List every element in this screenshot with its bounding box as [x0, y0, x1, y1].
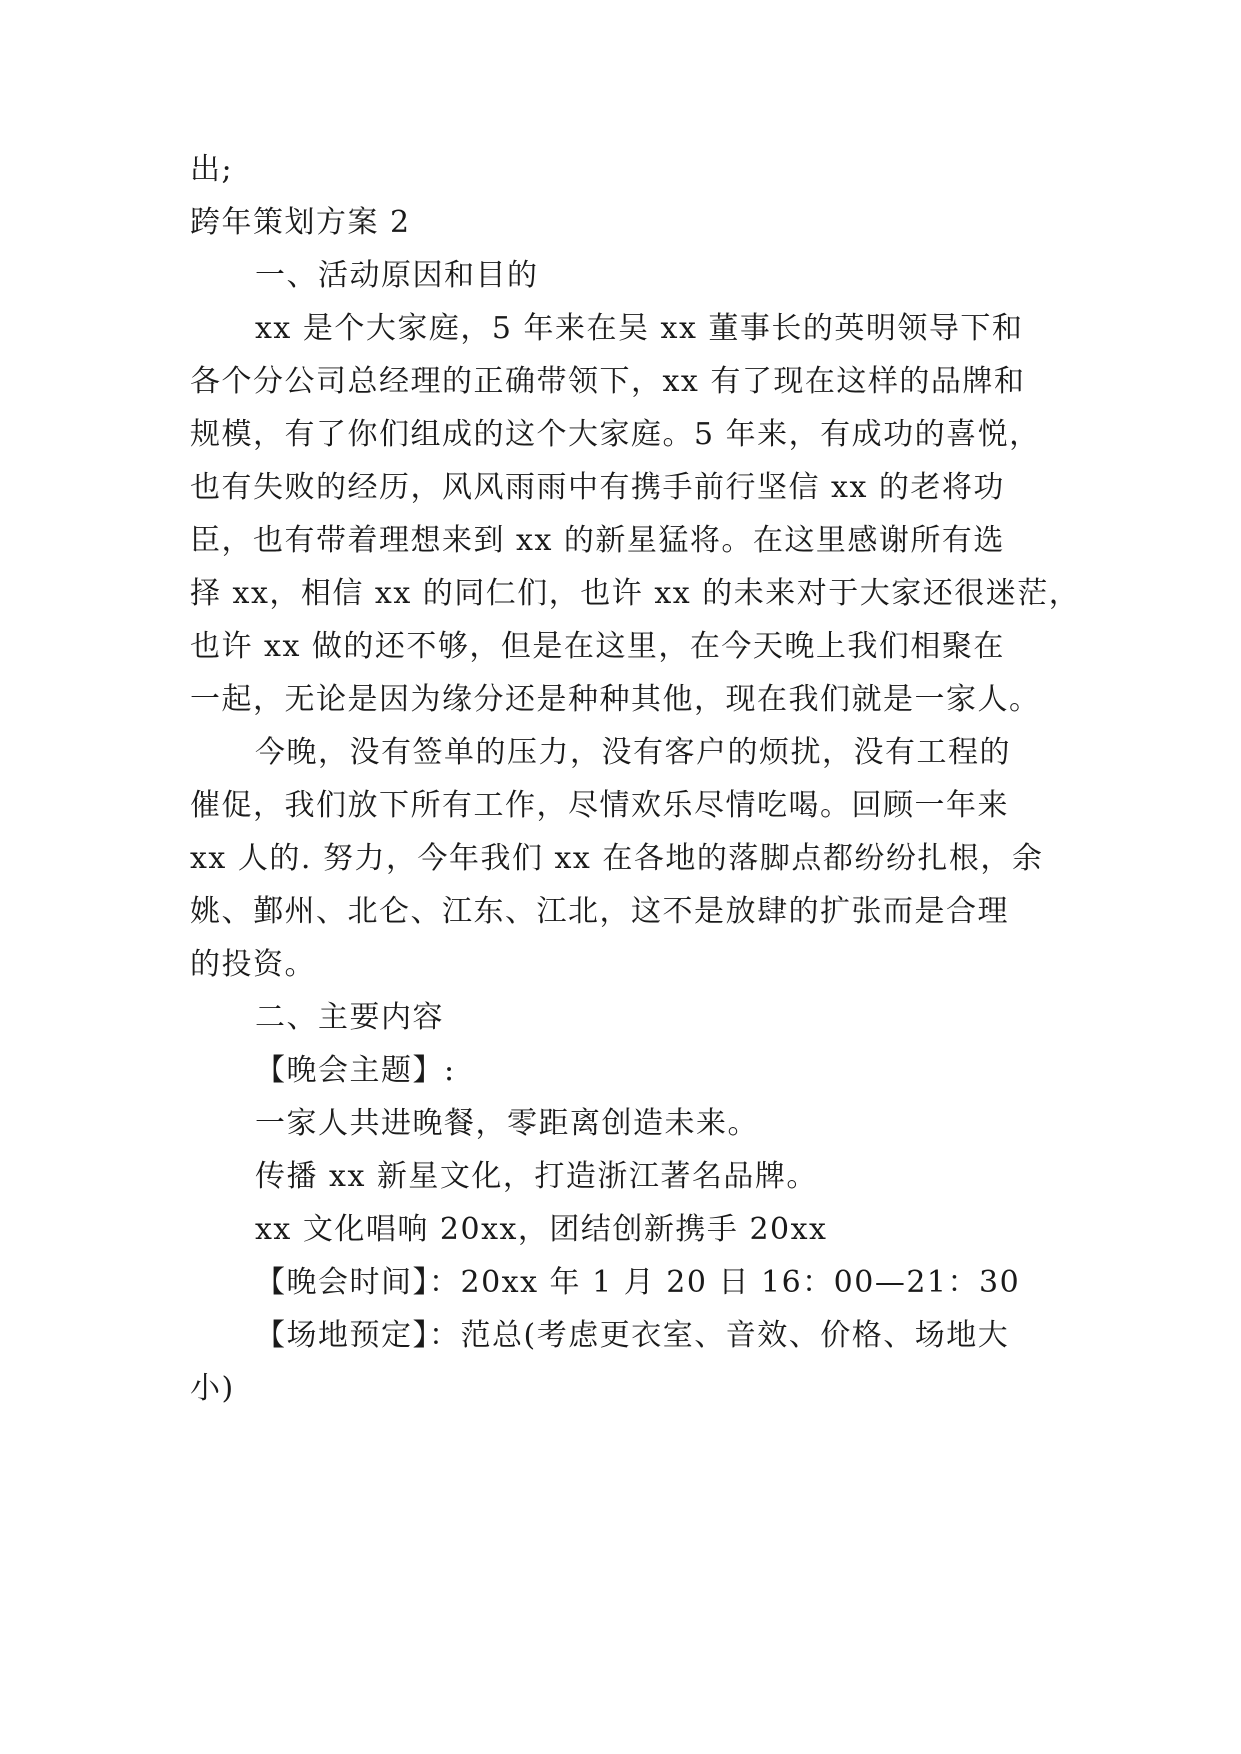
paragraph-line: xx 是个大家庭，5 年来在吴 xx 董事长的英明领导下和 [255, 311, 1024, 346]
paragraph-line: 各个分公司总经理的正确带领下，xx 有了现在这样的品牌和 [190, 364, 1026, 399]
paragraph-line: 的投资。 [190, 947, 316, 982]
text-line: 出; [190, 152, 234, 187]
paragraph-line: 今晚，没有签单的压力，没有客户的烦扰，没有工程的 [255, 735, 1011, 770]
section-title: 跨年策划方案 2 [190, 205, 411, 240]
theme-line: 一家人共进晚餐，零距离创造未来。 [255, 1106, 759, 1141]
theme-line: 传播 xx 新星文化，打造浙江著名品牌。 [255, 1159, 818, 1194]
label-theme: 【晚会主题】: [255, 1053, 456, 1088]
heading-1: 一、活动原因和目的 [255, 258, 539, 293]
paragraph-line: 催促，我们放下所有工作，尽情欢乐尽情吃喝。回顾一年来 [190, 788, 1009, 823]
paragraph-line: 一起，无论是因为缘分还是种种其他，现在我们就是一家人。 [190, 682, 1041, 717]
paragraph-line: 也许 xx 做的还不够，但是在这里，在今天晚上我们相聚在 [190, 629, 1005, 664]
heading-2: 二、主要内容 [255, 1000, 444, 1035]
venue-booking-cont: 小) [190, 1371, 235, 1406]
paragraph-line: xx 人的. 努力，今年我们 xx 在各地的落脚点都纷纷扎根，余 [190, 841, 1044, 876]
paragraph-line: 规模，有了你们组成的这个大家庭。5 年来，有成功的喜悦， [190, 417, 1041, 452]
party-time: 【晚会时间】：20xx 年 1 月 20 日 16：00—21：30 [255, 1265, 1021, 1300]
paragraph-line: 姚、鄞州、北仑、江东、江北，这不是放肆的扩张而是合理 [190, 894, 1009, 929]
venue-booking: 【场地预定】：范总(考虑更衣室、音效、价格、场地大 [255, 1318, 1010, 1353]
paragraph-line: 臣，也有带着理想来到 xx 的新星猛将。在这里感谢所有选 [190, 523, 1005, 558]
theme-line: xx 文化唱响 20xx，团结创新携手 20xx [255, 1212, 828, 1247]
paragraph-line: 也有失败的经历，风风雨雨中有携手前行坚信 xx 的老将功 [190, 470, 1005, 505]
paragraph-line: 择 xx，相信 xx 的同仁们，也许 xx 的未来对于大家还很迷茫， [190, 576, 1081, 611]
